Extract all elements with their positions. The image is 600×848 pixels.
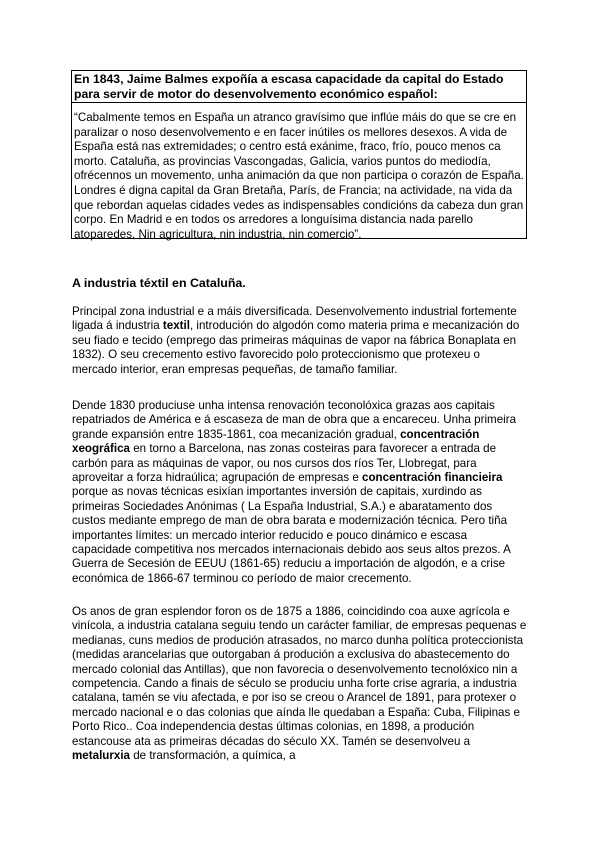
paragraph-2-bold-concentracion-xeografica: concentración xeográfica	[72, 427, 480, 456]
paragraph-3	[72, 605, 528, 763]
paragraph-1-text-a: Principal zona industrial e a máis diversificada. Desenvolvemento industrial fortemente ligada á industria	[72, 305, 517, 333]
paragraph-1-bold-textil: textil	[162, 319, 190, 333]
quote-box-heading: En 1843, Jaime Balmes expoñía a escasa capacidade da capital do Estado para servir de motor do desenvolvemento económico español:	[72, 71, 526, 103]
paragraph-1	[72, 305, 528, 377]
section-title: A industria téxtil en Cataluña.	[72, 276, 246, 290]
quote-text: “Cabalmente temos en España un atranco gravísimo que inflúe máis do que se cre en paralizar o noso desenvolvemento e en facer inútiles os mellores desexos. A vida de España está nas extremidades; o centro está exánime, fraco, frío, pouco menos ca morto. Cataluña, as provincias Vascongadas, Galicia, varios puntos do mediodía, ofrécennos un movemento, unha animación da que non participa o corazón de España. Londres é digna capital da Gran Bretaña, París, de Francia; na actividade, na vida da que rebordan aquelas cidades vedes as indispensables condicións da cabeza dun gran corpo. En Madrid e en todos os arredores a longuísima distancia nada parello atoparedes. Nin agricultura, nin industria, nin comercio”.	[74, 111, 524, 241]
paragraph-1-text-c: , introdución do algodón como materia prima e mecanización do seu fiado e tecido (emprego das primeiras máquinas de vapor na fábrica Bonaplata en 1832). O seu crecemento estivo favorecido polo proteccionismo que protexeu o mercado interior, eran empresas pequeñas, de tamaño familiar.	[72, 319, 520, 376]
quote-box	[71, 70, 527, 239]
paragraph-3-text-c: de transformación, a química, a	[130, 749, 296, 763]
paragraph-2-text-a: Dende 1830 produciuse unha intensa renovación teconolóxica grazas aos capitais repatriados de América e á escaseza de man de obra que a encareceu. Unha primeira grande expansión entre 1835-1861, coa mecanización gradual,	[72, 399, 517, 441]
paragraph-2	[72, 399, 528, 586]
paragraph-2-bold-concentracion-financieira: concentración financieira	[362, 471, 503, 485]
paragraph-2-text-e: porque as novas técnicas esixían importantes inversión de capitais, xurdindo as primeiras Sociedades Anónimas ( La España Industrial, S.A.) e abaratamento dos custos mediante emprego de man de obra barata e modernización técnica. Pero tiña importantes límites: un mercado interior reducido e pouco dinámico e escasa capacidade competitiva nos mercados internacionais debido aos seus altos prezos. A Guerra de Secesión de EEUU (1861-65) reduciu a importación de algodón, e a crise económica de 1866-67 terminou co período de maior crecemento.	[72, 485, 511, 585]
paragraph-2-text-c: en torno a Barcelona, nas zonas costeiras para favorecer a entrada de carbón para as máquinas de vapor, ou nos cursos dos ríos Ter, Llobregat, para aproveitar a forza hidraúlica; agrupación de empresas e	[72, 442, 497, 485]
paragraph-3-bold-metalurxia: metalurxia	[72, 749, 130, 763]
paragraph-3-text-a: Os anos de gran esplendor foron os de 1875 a 1886, coincidindo coa auxe agrícola e vinícola, a industria catalana seguiu tendo un carácter familiar, de empresas pequenas e medianas, cuns medios de produción atrasados, no marco dunha política proteccionista (medidas arancelarias que outorgaban á produción a exclusiva do abastecemento do mercado colonial das Antillas), que non favoreciа o desenvolvemento tecnolóxico nin a competencia. Cando a finais de século se produciu unha forte crise agraria, a industria catalana, tamén se viu afectada, e por iso se creou o Arancel de 1891, para protexer o mercado nacional e o das colonias que aínda lle quedaban a España: Cuba, Filipinas e Porto Rico.. Coa independencia destas últimas colonias, en 1898, a produción estancouse ata as primeiras décadas do século XX. Tamén se desenvolveu a	[72, 605, 527, 748]
